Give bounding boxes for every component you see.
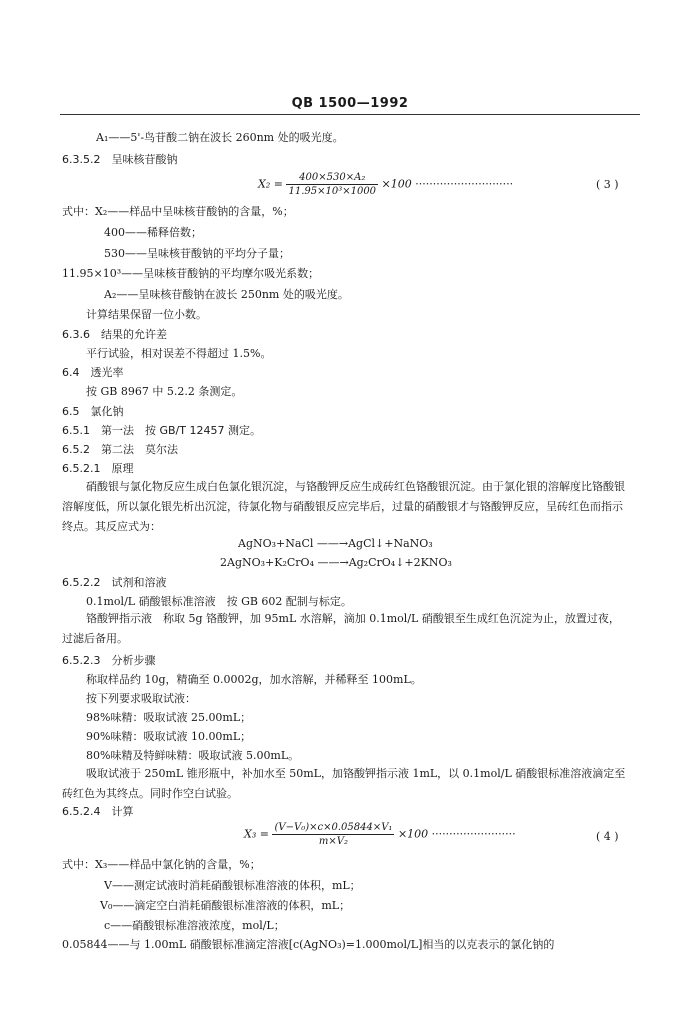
titration-procedure: 吸取试液于 250mL 锥形瓶中，补加水至 50mL，加铬酸钾指示液 1mL，以 0.1mol/L 硝酸银标准溶液滴定至砖红色为其终点。同时作空白试验。 bbox=[62, 767, 626, 800]
pipette-80: 80%味精及特鲜味精：吸取试液 5.00mL。 bbox=[86, 749, 300, 762]
eq3-fraction bbox=[286, 172, 378, 197]
where-c: c——硝酸银标准溶液浓度，mol/L； bbox=[104, 919, 285, 932]
eq4-denominator: m×V₂ bbox=[318, 836, 348, 847]
where-v: V——测定试液时消耗硝酸银标准溶液的体积，mL； bbox=[104, 879, 361, 892]
where-0-05844: 0.05844——与 1.00mL 硝酸银标准滴定溶液[c(AgNO₃)=1.000mol/L]相当的以克表示的氯化钠的 bbox=[62, 938, 555, 951]
eq4-leader-dots: ························ bbox=[431, 827, 516, 841]
section-6-4-heading: 6.4 透光率 bbox=[62, 366, 124, 379]
where-a2: A₂——呈味核苷酸钠在波长 250nm 处的吸光度。 bbox=[104, 288, 349, 301]
eq4-rhs: ×100 bbox=[397, 827, 429, 841]
section-6-4-text: 按 GB 8967 中 5.2.2 条测定。 bbox=[86, 385, 243, 398]
where-x3: 式中：X₃——样品中氯化钠的含量，%； bbox=[62, 858, 261, 871]
equation-3 bbox=[258, 172, 513, 197]
eq3-leader-dots: ···························· bbox=[415, 177, 514, 191]
eq3-rhs: ×100 bbox=[381, 177, 412, 191]
reaction-2: 2AgNO₃+K₂CrO₄ ——→Ag₂CrO₄↓+2KNO₃ bbox=[220, 556, 452, 569]
reaction-1: AgNO₃+NaCl ——→AgCl↓+NaNO₃ bbox=[238, 537, 433, 550]
section-6-5-2-1-text: 硝酸银与氯化物反应生成白色氯化银沉淀，与铬酸钾反应生成砖红色铬酸银沉淀。由于氯化银的溶解度比铬酸银溶解度低，所以氯化银先析出沉淀，待氯化物与硝酸银反应完毕后，过量的硝酸银才与铬酸钾反应，呈砖红色而指示终点。其反应式为： bbox=[62, 480, 625, 533]
a1-definition: A₁——5'-鸟苷酸二钠在波长 260nm 处的吸光度。 bbox=[96, 131, 344, 144]
where-x2: 式中：X₂——样品中呈味核苷酸钠的含量，%； bbox=[62, 205, 294, 218]
section-6-3-5-2-heading: 6.3.5.2 呈味核苷酸钠 bbox=[62, 153, 178, 166]
section-6-5-2-1-heading: 6.5.2.1 原理 bbox=[62, 462, 134, 475]
section-6-5-2-2-heading: 6.5.2.2 试剂和溶液 bbox=[62, 576, 167, 589]
where-v0: V₀——滴定空白消耗硝酸银标准溶液的体积，mL； bbox=[100, 899, 351, 912]
silver-nitrate-solution: 0.1mol/L 硝酸银标准溶液 按 GB 602 配制与标定。 bbox=[86, 595, 352, 608]
eq3-number: ( 3 ) bbox=[596, 178, 619, 191]
pipette-98: 98%味精：吸取试液 25.00mL； bbox=[86, 711, 252, 724]
eq3-numerator: 400×530×A₂ bbox=[286, 172, 378, 185]
eq3-lhs: X₂ = bbox=[258, 177, 283, 191]
section-6-5-2-3-heading: 6.5.2.3 分析步骤 bbox=[62, 654, 156, 667]
eq4-lhs: X₃ = bbox=[244, 827, 269, 841]
eq4-numerator: (V−V₀)×c×0.05844×V₁ bbox=[274, 822, 393, 833]
where-400: 400——稀释倍数； bbox=[104, 226, 202, 239]
eq3-denominator: 11.95×10³×1000 bbox=[288, 186, 377, 197]
where-530: 530——呈味核苷酸钠的平均分子量； bbox=[104, 247, 290, 260]
equation-4 bbox=[244, 822, 516, 847]
pipette-intro: 按下列要求吸取试液： bbox=[86, 692, 196, 705]
header-rule bbox=[60, 114, 640, 115]
section-6-3-6-text: 平行试验，相对误差不得超过 1.5%。 bbox=[86, 347, 272, 360]
where-11-95: 11.95×10³——呈味核苷酸钠的平均摩尔吸光系数； bbox=[62, 267, 320, 280]
section-6-5-1-heading: 6.5.1 第一法 按 GB/T 12457 测定。 bbox=[62, 424, 261, 437]
section-6-5-2-heading: 6.5.2 第二法 莫尔法 bbox=[62, 443, 178, 456]
calc-precision-note: 计算结果保留一位小数。 bbox=[86, 308, 207, 321]
chromate-indicator: 铬酸钾指示液 称取 5g 铬酸钾，加 95mL 水溶解，滴加 0.1mol/L 硝酸银至生成红色沉淀为止，放置过夜，过滤后备用。 bbox=[62, 612, 620, 645]
weigh-sample: 称取样品约 10g，精确至 0.0002g，加水溶解，并稀释至 100mL。 bbox=[86, 673, 422, 686]
eq4-fraction bbox=[272, 822, 394, 847]
eq4-number: ( 4 ) bbox=[596, 830, 619, 843]
section-6-5-heading: 6.5 氯化钠 bbox=[62, 405, 124, 418]
pipette-90: 90%味精：吸取试液 10.00mL； bbox=[86, 730, 252, 743]
section-6-5-2-4-heading: 6.5.2.4 计算 bbox=[62, 805, 134, 818]
page-header: QB 1500—1992 bbox=[291, 96, 409, 111]
section-6-3-6-heading: 6.3.6 结果的允许差 bbox=[62, 328, 167, 341]
